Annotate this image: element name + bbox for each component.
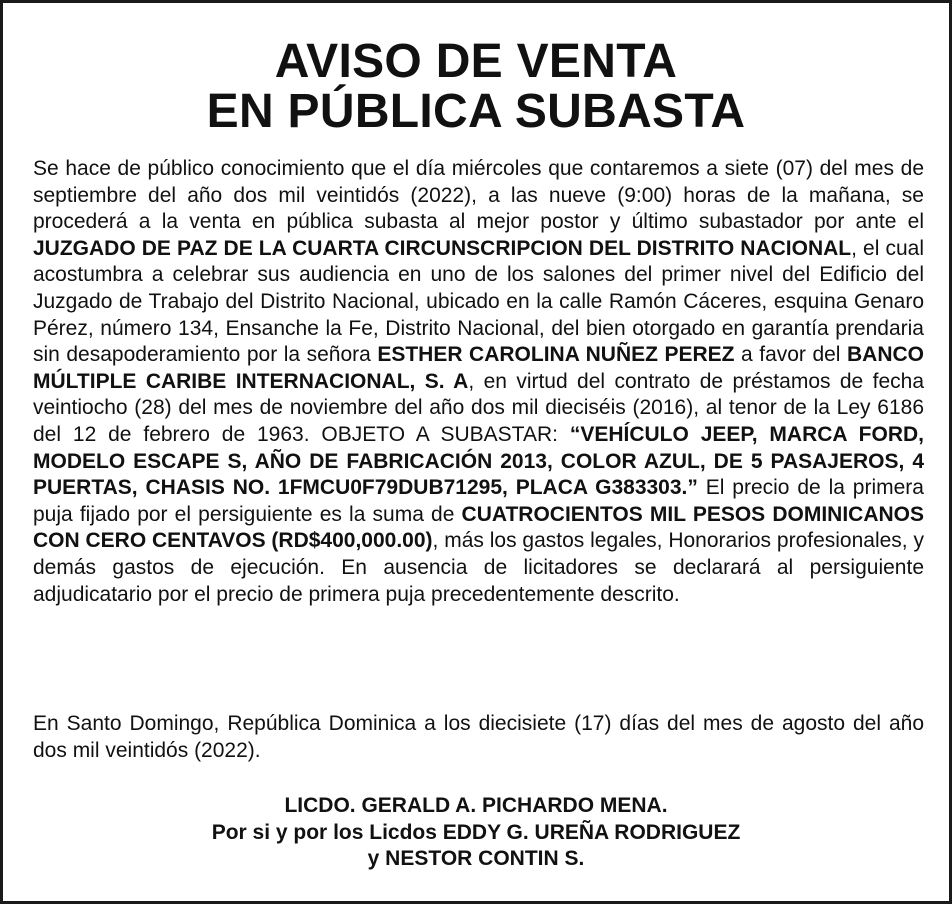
court-name: JUZGADO DE PAZ DE LA CUARTA CIRCUNSCRIPCION DEL DISTRITO NACIONAL: [33, 236, 852, 260]
title-line-2: EN PÚBLICA SUBASTA: [206, 85, 746, 138]
auction-object: “VEHÍCULO JEEP, MARCA FORD, MODELO ESCAPE S, AÑO DE FABRICACIÓN 2013, COLOR AZUL, DE 5 PASAJEROS, 4 PUERTAS, CHASIS NO. 1FMCU0F79DUB71295, PLACA G383303.”: [33, 422, 924, 500]
debtor-name: ESTHER CAROLINA NUÑEZ PEREZ: [377, 343, 735, 367]
body-segment: , más los gastos legales, Honorarios profesionales, y demás gastos de ejecución. En ausencia de licitadores se declarará al persiguiente adjudicatario por el precio de primera puja precedentemente descrito.: [33, 529, 924, 606]
body-segment: , el cual acostumbra a celebrar sus audiencia en uno de los salones del primer nivel del Edificio del Juzgado de Trabajo del Distrito Nacional, ubicado en la calle Ramón Cáceres, esquina Genaro Pérez, número 134, Ensanche la Fe, Distrito Nacional, del bien otorgado en garantía prendaria sin desapoderamiento por la señora: [33, 236, 925, 367]
body-segment: , en virtud del contrato de préstamos de fecha veintiocho (28) del mes de noviembre del año dos mil dieciséis (2016), al tenor de la Ley 6186 del 12 de febrero de 1963. OBJETO A SUBASTAR:: [33, 369, 924, 446]
title-line-1: AVISO DE VENTA: [274, 35, 678, 88]
starting-price: CUATROCIENTOS MIL PESOS DOMINICANOS CON CERO CENTAVOS (RD$400,000.00): [33, 502, 924, 553]
signature-line-2: Por si y por los Licdos EDDY G. UREÑA RODRIGUEZ: [211, 820, 741, 844]
signature-line-3: y NESTOR CONTIN S.: [367, 847, 585, 870]
creditor-name: BANCO MÚLTIPLE CARIBE INTERNACIONAL, S. A: [33, 343, 924, 393]
notice-closing: En Santo Domingo, República Dominica a los diecisiete (17) días del mes de agosto del año dos mil veintidós (2022).: [33, 712, 924, 762]
signature-line-1: LICDO. GERALD A. PICHARDO MENA.: [284, 794, 668, 817]
body-segment: Se hace de público conocimiento que el día miércoles que contaremos a siete (07) del mes de septiembre del año dos mil veintidós (2022), a las nueve (9:00) horas de la mañana, se procederá a la venta en pública subasta al mejor postor y último subastador por ante el: [33, 157, 924, 234]
notice-body: [33, 156, 924, 608]
body-segment: El precio de la primera puja fijado por el persiguiente es la suma de: [33, 476, 924, 526]
notice-title: [3, 37, 949, 137]
signature-block: [3, 793, 949, 873]
body-segment: a favor del: [734, 343, 847, 367]
